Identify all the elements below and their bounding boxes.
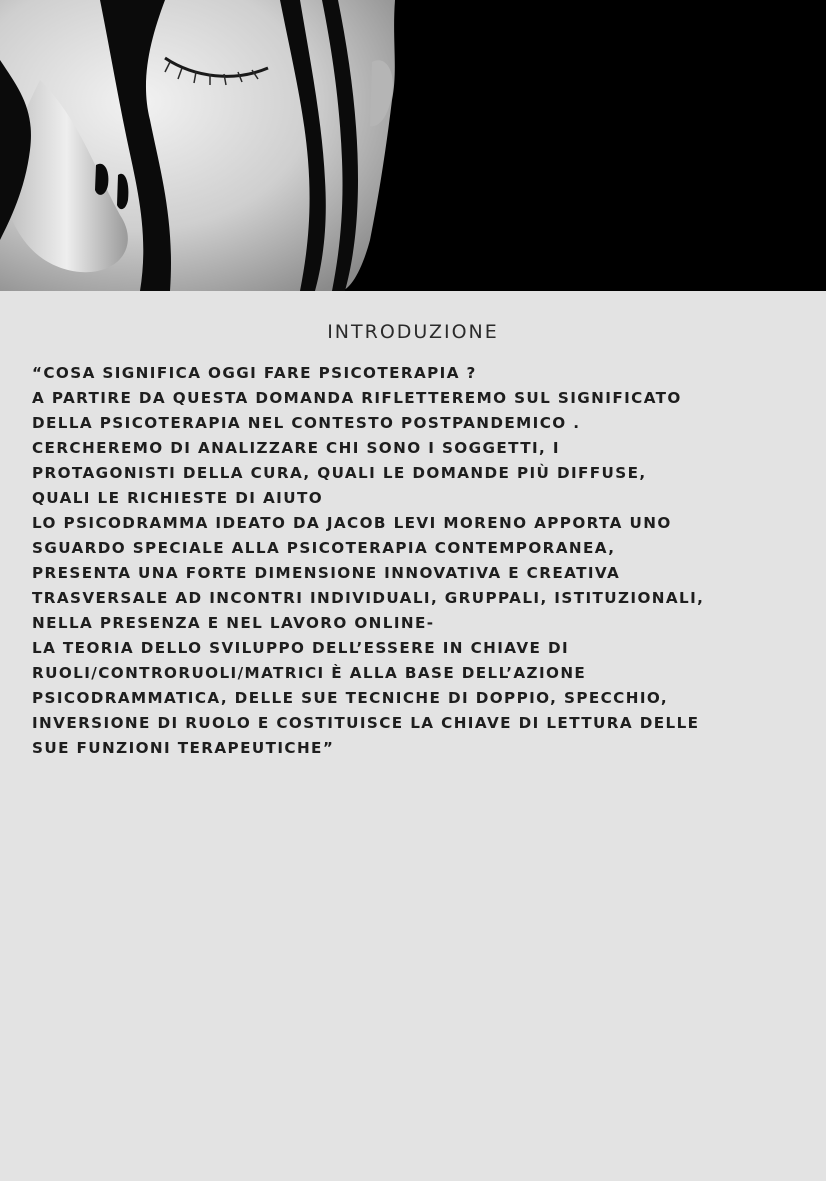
introduction-section — [0, 291, 826, 1181]
body-line: “COSA SIGNIFICA OGGI FARE PSICOTERAPIA ? — [32, 364, 477, 382]
body-line: RUOLI/CONTRORUOLI/MATRICI È ALLA BASE DELL’AZIONE — [32, 664, 587, 682]
body-line: SUE FUNZIONI TERAPEUTICHE” — [32, 739, 335, 757]
body-line: PSICODRAMMATICA, DELLE SUE TECNICHE DI DOPPIO, SPECCHIO, — [32, 689, 669, 707]
section-title: INTRODUZIONE — [327, 321, 499, 343]
body-line: TRASVERSALE AD INCONTRI INDIVIDUALI, GRUPPALI, ISTITUZIONALI, — [32, 589, 705, 607]
body-line: LA TEORIA DELLO SVILUPPO DELL’ESSERE IN CHIAVE DI — [32, 639, 570, 657]
body-line: NELLA PRESENZA E NEL LAVORO ONLINE- — [32, 614, 435, 632]
introduction-body — [32, 361, 812, 761]
body-line: PROTAGONISTI DELLA CURA, QUALI LE DOMANDE PIÙ DIFFUSE, — [32, 464, 647, 482]
body-line: CERCHEREMO DI ANALIZZARE CHI SONO I SOGGETTI, I — [32, 439, 560, 457]
body-line: A PARTIRE DA QUESTA DOMANDA RIFLETTEREMO SUL SIGNIFICATO — [32, 389, 682, 407]
body-line: LO PSICODRAMMA IDEATO DA JACOB LEVI MORENO APPORTA UNO — [32, 514, 672, 532]
body-line: SGUARDO SPECIALE ALLA PSICOTERAPIA CONTEMPORANEA, — [32, 539, 616, 557]
body-line: QUALI LE RICHIESTE DI AIUTO — [32, 489, 324, 507]
body-line: DELLA PSICOTERAPIA NEL CONTESTO POSTPANDEMICO . — [32, 414, 581, 432]
body-line: PRESENTA UNA FORTE DIMENSIONE INNOVATIVA E CREATIVA — [32, 564, 621, 582]
hero-image — [0, 0, 826, 291]
face-portrait-icon — [0, 0, 826, 291]
body-line: INVERSIONE DI RUOLO E COSTITUISCE LA CHIAVE DI LETTURA DELLE — [32, 714, 700, 732]
